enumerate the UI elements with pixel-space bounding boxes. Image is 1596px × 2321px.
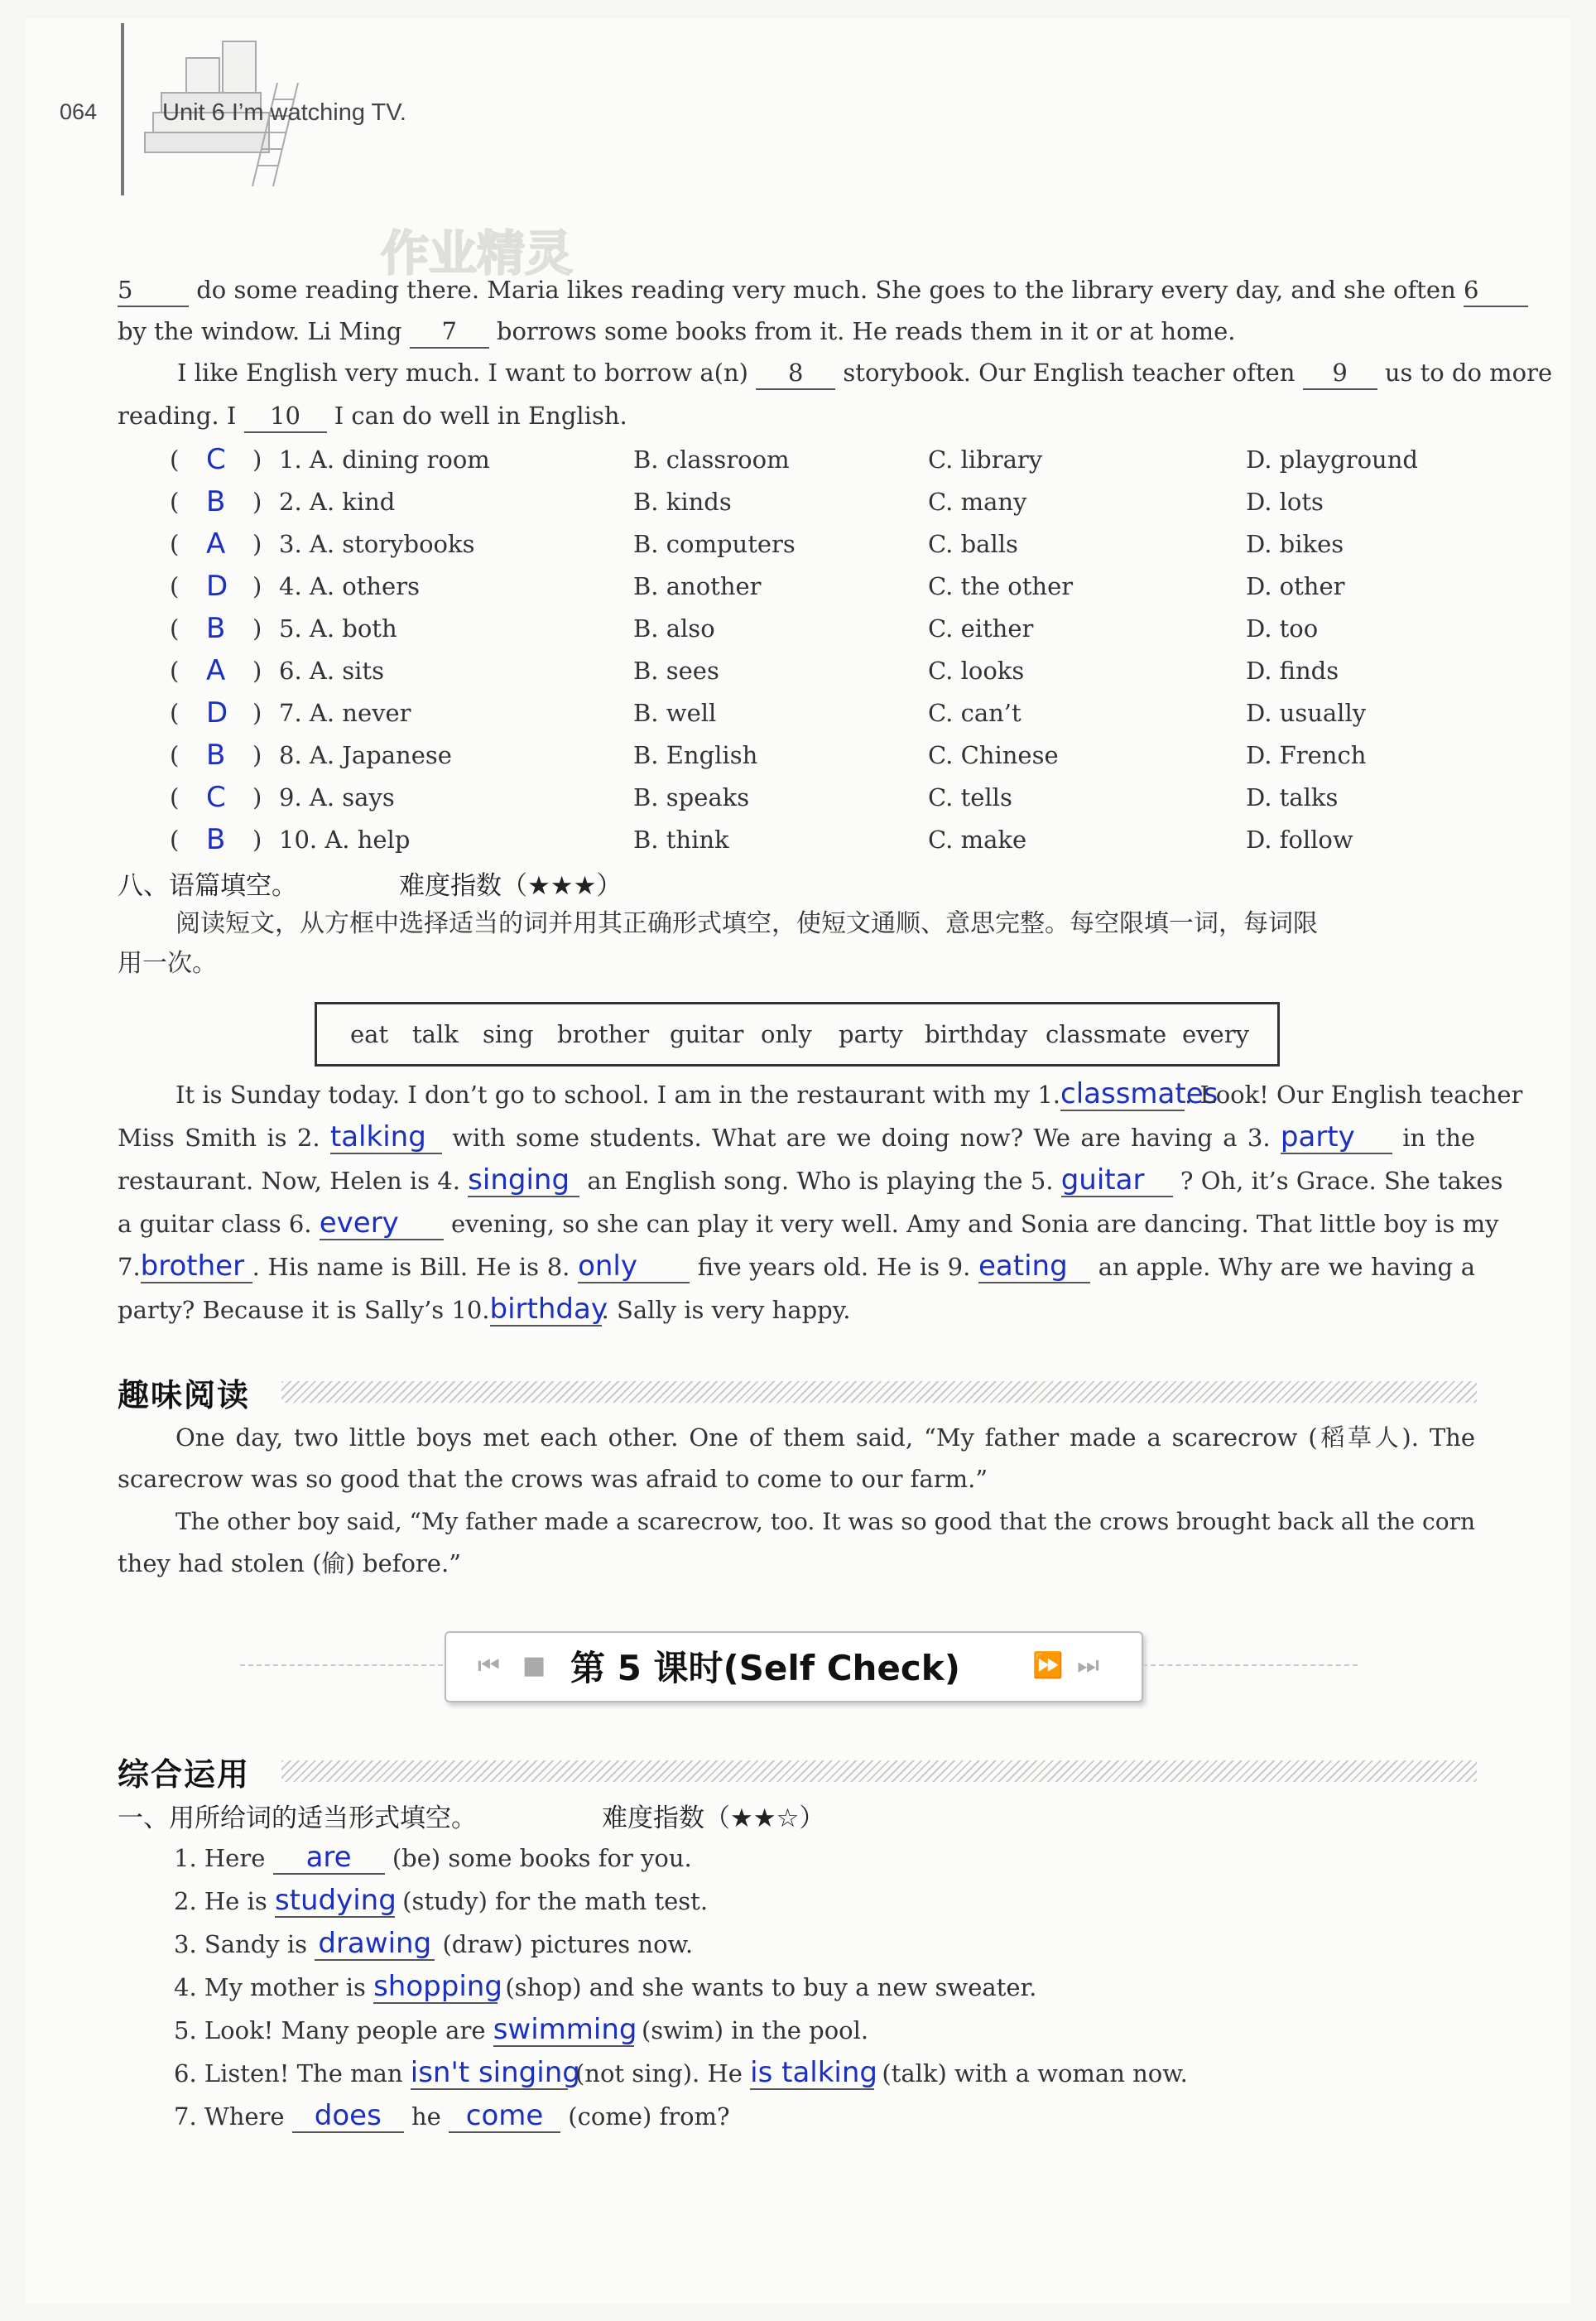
banner-dash-right (1142, 1664, 1358, 1666)
word-box-item: talk (412, 1020, 459, 1048)
passage-answer-5[interactable]: guitar (1061, 1164, 1173, 1197)
mc-question-4: ( D ) 4. A. others B. another C. the other D. other (170, 566, 1494, 607)
fill-answer[interactable]: is talking (750, 2056, 877, 2089)
cloze-blank-9: 9 (1303, 357, 1377, 390)
fill-answer[interactable]: studying (274, 1884, 397, 1917)
mc-question-5: ( B ) 5. A. both B. also C. either D. too (170, 608, 1494, 649)
fill-answer[interactable]: shopping (373, 1970, 502, 2003)
stop-icon: ■ (522, 1651, 546, 1680)
unit-title: Unit 6 I’m watching TV. (162, 99, 406, 126)
word-box-item: every (1182, 1020, 1249, 1048)
mc-question-3: ( A ) 3. A. storybooks B. computers C. balls D. bikes (170, 523, 1494, 565)
skip-forward-icon: ⏭ (1077, 1651, 1099, 1680)
section-8-instruction-cont: 用一次。 (118, 949, 217, 978)
mc-answer[interactable]: D (206, 570, 228, 603)
cloze-line-1: 5 do some reading there. Maria likes reading very much. She goes to the library every day, and she often 6 (118, 272, 1475, 308)
word-box (315, 1002, 1280, 1067)
title-hatch-divider (281, 1760, 1477, 1782)
passage-line-3: restaurant. Now, Helen is 4. singing an English song. Who is playing the 5. guitar ? Oh, it’s Grace. She takes (118, 1163, 1503, 1197)
mc-answer[interactable]: B (206, 485, 226, 518)
passage-line-1: It is Sunday today. I don’t go to school. I am in the restaurant with my 1.classmates. Look! Our English teacher (175, 1077, 1523, 1110)
mc-question-9: ( C ) 9. A. says B. speaks C. tells D. talks (170, 777, 1494, 818)
fill-question-7: 7. Where does he come (come) from? (174, 2099, 730, 2132)
fast-forward-icon: ⏩ (1032, 1651, 1064, 1680)
banner-dash-left (240, 1664, 443, 1666)
section-8-heading: 八、语篇填空。 难度指数（★★★） (118, 864, 297, 902)
passage-answer-3[interactable]: party (1281, 1121, 1392, 1154)
fun-reading-line-4: they had stolen (偷) before.” (118, 1549, 462, 1577)
section-1-heading: 一、用所给词的适当形式填空。 难度指数（★★☆） (118, 1797, 477, 1834)
mc-answer[interactable]: B (206, 612, 226, 645)
cloze-line-3: I like English very much. I want to borrow a(n) 8 storybook. Our English teacher often 9 us to do more (177, 354, 1475, 391)
passage-answer-9[interactable]: eating (978, 1250, 1090, 1283)
lesson-banner (445, 1631, 1143, 1702)
fill-answer[interactable]: are (273, 1842, 385, 1875)
word-box-item: sing (483, 1020, 534, 1048)
mc-answer[interactable]: D (206, 696, 228, 730)
mc-answer[interactable]: C (206, 781, 226, 814)
page-number: 064 (60, 99, 98, 124)
mc-answer[interactable]: A (206, 527, 226, 561)
fun-reading-line-1: One day, two little boys met each other. One of them said, “My father made a scarecrow (稻草人). The (175, 1423, 1475, 1452)
fill-question-4: 4. My mother is shopping (shop) and she wants to buy a new sweater. (174, 1970, 1037, 2003)
fill-answer[interactable]: does (292, 2100, 404, 2133)
passage-answer-8[interactable]: only (578, 1250, 690, 1283)
title-hatch-divider (281, 1381, 1477, 1403)
header-rule (121, 23, 124, 195)
cloze-blank-8: 8 (756, 357, 835, 390)
passage-answer-10[interactable]: birthday (489, 1293, 608, 1326)
fun-reading-line-3: The other boy said, “My father made a scarecrow, too. It was so good that the crows brought back all the corn (175, 1508, 1475, 1535)
skip-back-icon: ⏮ (478, 1651, 500, 1680)
word-box-item: guitar (670, 1020, 744, 1048)
mc-answer[interactable]: C (206, 443, 226, 476)
passage-answer-2[interactable]: talking (330, 1121, 442, 1154)
mc-question-7: ( D ) 7. A. never B. well C. can’t D. usually (170, 692, 1494, 734)
fill-answer[interactable]: isn't singing (410, 2056, 580, 2089)
fill-question-1: 1. Here are (be) some books for you. (174, 1841, 692, 1874)
passage-line-5: 7.brother . His name is Bill. He is 8. only five years old. He is 9. eating an apple. Why are we having a (118, 1250, 1476, 1283)
fill-question-6: 6. Listen! The man isn't singing (not sing). He is talking (talk) with a woman now. (174, 2056, 1188, 2089)
cloze-blank-5: 5 (118, 274, 189, 307)
mc-question-8: ( B ) 8. A. Japanese B. English C. Chinese D. French (170, 734, 1494, 776)
section-8-instruction: 阅读短文，从方框中选择适当的词并用其正确形式填空，使短文通顺、意思完整。每空限填一词，每词限 (175, 909, 1318, 938)
mc-answer[interactable]: B (206, 823, 226, 856)
difficulty-rating: 难度指数（★★☆） (602, 1803, 825, 1833)
mc-question-10: ( B ) 10. A. help B. think C. make D. follow (170, 819, 1494, 860)
passage-line-4: a guitar class 6. every evening, so she can play it very well. Amy and Sonia are dancing. That little boy is my (118, 1206, 1499, 1240)
fill-question-5: 5. Look! Many people are swimming (swim) in the pool. (174, 2013, 869, 2046)
cloze-blank-7: 7 (410, 315, 489, 349)
cloze-line-2: by the window. Li Ming 7 borrows some books from it. He reads them in it or at home. (118, 313, 1475, 349)
fill-answer[interactable]: drawing (315, 1928, 435, 1961)
word-box-item: classmate (1046, 1020, 1167, 1048)
fill-question-3: 3. Sandy is drawing (draw) pictures now. (174, 1927, 694, 1960)
fill-question-2: 2. He is studying (study) for the math test. (174, 1884, 709, 1917)
cloze-blank-10: 10 (244, 400, 327, 433)
passage-line-2: Miss Smith is 2. talking with some students. What are we doing now? We are having a 3. party in the (118, 1120, 1476, 1153)
word-box-item: eat (350, 1020, 389, 1048)
svg-text:作业精灵: 作业精灵 (381, 225, 574, 282)
cloze-line-4: reading. I 10 I can do well in English. (118, 397, 1475, 434)
passage-line-6: party? Because it is Sally’s 10.birthday. Sally is very happy. (118, 1293, 851, 1326)
passage-answer-4[interactable]: singing (468, 1164, 579, 1197)
cloze-blank-6: 6 (1464, 274, 1528, 307)
word-box-item: brother (557, 1020, 650, 1048)
fun-reading-line-2: scarecrow was so good that the crows was afraid to come to our farm.” (118, 1465, 988, 1493)
fun-reading-title: 趣味阅读 (118, 1377, 251, 1413)
comprehensive-title: 综合运用 (118, 1756, 251, 1793)
mc-answer[interactable]: A (206, 654, 226, 687)
mc-question-6: ( A ) 6. A. sits B. sees C. looks D. finds (170, 650, 1494, 691)
mc-question-1: ( C ) 1. A. dining room B. classroom C. library D. playground (170, 439, 1494, 480)
word-box-item: birthday (925, 1020, 1028, 1048)
mc-question-2: ( B ) 2. A. kind B. kinds C. many D. lots (170, 481, 1494, 522)
fill-answer[interactable]: swimming (493, 2013, 637, 2046)
difficulty-rating: 难度指数（★★★） (399, 871, 623, 901)
passage-answer-6[interactable]: every (320, 1207, 444, 1240)
passage-answer-7[interactable]: brother (141, 1250, 252, 1283)
lesson-title: 第 5 课时(Self Check) (570, 1648, 960, 1688)
fill-answer[interactable]: come (449, 2100, 560, 2133)
passage-answer-1[interactable]: classmates (1060, 1077, 1219, 1110)
word-box-item: party (839, 1020, 903, 1048)
mc-answer[interactable]: B (206, 739, 226, 772)
word-box-item: only (761, 1020, 812, 1048)
